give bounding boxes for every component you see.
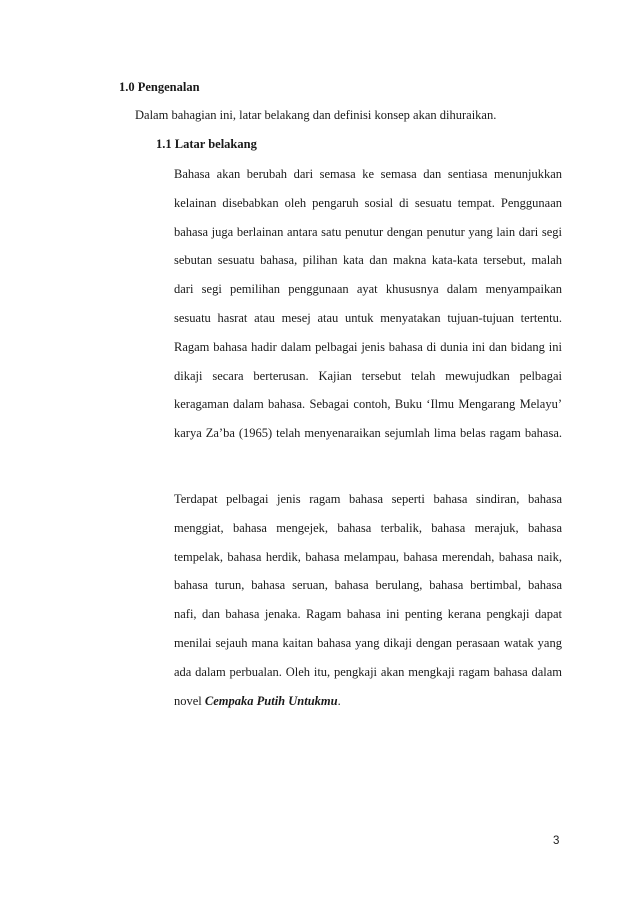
intro-text: Dalam bahagian ini, latar belakang dan definisi konsep akan dihuraikan. — [135, 108, 497, 122]
paragraph-line: bahasa juga berlainan antara satu penutur dengan penutur yang lain dari segi — [174, 224, 562, 239]
novel-title: Cempaka Putih Untukmu — [204, 693, 338, 708]
paragraph-line: nafi, dan bahasa jenaka. Ragam bahasa ini penting kerana pengkaji dapat — [174, 607, 562, 622]
novel-prefix: novel — [174, 693, 205, 708]
subsection-heading: 1.1 Latar belakang — [156, 137, 257, 151]
paragraph-1 — [174, 160, 562, 448]
paragraph-line: dikaji secara berterusan. Kajian tersebut telah mewujudkan pelbagai — [174, 368, 562, 383]
paragraph-line: Bahasa akan berubah dari semasa ke semasa dan sentiasa menunjukkan — [174, 167, 562, 181]
paragraph-line: karya Za’ba (1965) telah menyenaraikan sejumlah lima belas ragam bahasa. — [174, 426, 562, 441]
page-number: 3 — [553, 835, 560, 847]
paragraph-line: menggiat, bahasa mengejek, bahasa terbalik, bahasa merajuk, bahasa — [174, 520, 562, 535]
sentence-end: . — [337, 693, 341, 708]
paragraph-line: ada dalam perbualan. Oleh itu, pengkaji akan mengkaji ragam bahasa dalam — [174, 664, 562, 679]
paragraph-line: sesuatu hasrat atau mesej atau untuk menyatakan tujuan-tujuan tertentu. — [174, 310, 562, 325]
section-heading: 1.0 Pengenalan — [119, 80, 200, 94]
paragraph-line: bahasa turun, bahasa seruan, bahasa berulang, bahasa bertimbal, bahasa — [174, 578, 562, 593]
paragraph-2 — [174, 485, 562, 715]
paragraph-line: menilai sejauh mana kaitan bahasa yang dikaji dengan perasaan watak yang — [174, 635, 562, 650]
paragraph-last-line — [174, 687, 562, 716]
paragraph-line: keragaman dalam bahasa. Sebagai contoh, Buku ‘Ilmu Mengarang Melayu’ — [174, 397, 562, 412]
paragraph-line: kelainan disebabkan oleh pengaruh sosial di sesuatu tempat. Penggunaan — [174, 195, 562, 210]
paragraph-line: Ragam bahasa hadir dalam pelbagai jenis bahasa di dunia ini dan bidang ini — [174, 339, 562, 354]
paragraph-line: tempelak, bahasa herdik, bahasa melampau, bahasa merendah, bahasa naik, — [174, 549, 562, 564]
paragraph-line: Terdapat pelbagai jenis ragam bahasa seperti bahasa sindiran, bahasa — [174, 492, 562, 506]
paragraph-line: dari segi pemilihan penggunaan ayat khususnya dalam menyampaikan — [174, 282, 562, 297]
paragraph-line: sebutan sesuatu bahasa, pilihan kata dan makna kata-kata tersebut, malah — [174, 253, 562, 268]
